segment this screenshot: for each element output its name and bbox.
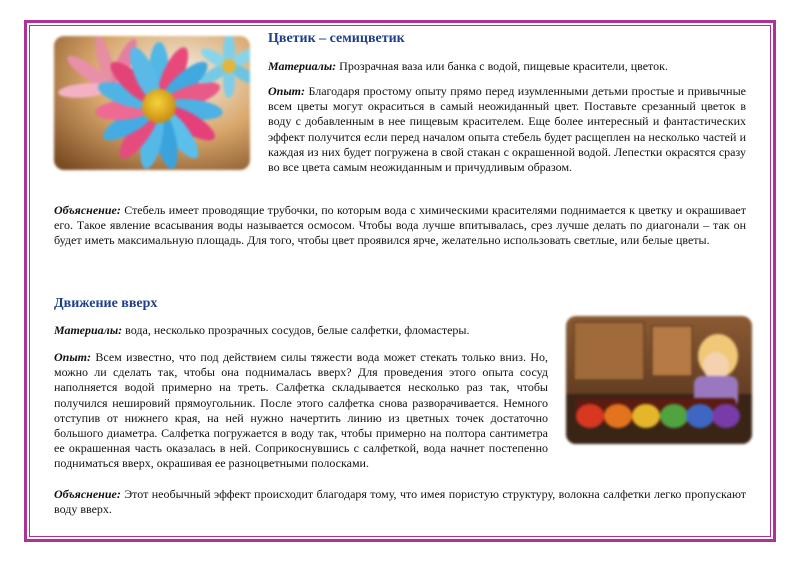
flower-photo xyxy=(54,36,250,170)
experiment-label: Опыт: xyxy=(268,84,305,98)
materials-text: Прозрачная ваза или банка с водой, пищевые красители, цветок. xyxy=(339,59,668,73)
section2-explanation xyxy=(54,487,746,517)
section1-title: Цветик – семицветик xyxy=(268,31,405,46)
section2-experiment xyxy=(54,350,746,472)
explanation-label: Объяснение: xyxy=(54,203,121,217)
explanation-text: Этот необычный эффект происходит благодаря тому, что имея пористую структуру, волокна салфетки легко пропускают воду вверх. xyxy=(54,487,747,517)
section1-experiment xyxy=(268,84,746,175)
experiment-text: Благодаря простому опыту прямо перед изумленными детьми простые и привычные всем цветы могут окраситься в самый неожиданный цвет. Поставьте срезанный цветок в воду с добавленным в нее пищевым красителем. Еще более интересный и фантастических эффект получится если перед началом опыта стебель будет расщеплен на несколько частей и каждая из них будет погружена в свой стакан с окрашенной водой. Лепестки окрасятся сразу во все цвета самым неожиданным и причудливым образом. xyxy=(268,84,746,175)
explanation-label: Объяснение: xyxy=(54,487,121,501)
section1-materials xyxy=(268,59,746,74)
section1-explanation xyxy=(54,203,746,249)
explanation-text: Стебель имеет проводящие трубочки, по которым вода с химическими красителями поднимается к цветку и окрашивает его. Такое явление всасывания воды называется осмосом. Чтобы вода лучше впитывалась, срез лучше делать по диагонали – так он будет иметь максимальную площадь. Для того, чтобы цвет проявился ярче, желательно использовать светлые, или белые цветы. xyxy=(54,203,746,248)
section2-title: Движение вверх xyxy=(54,296,158,311)
section2-materials xyxy=(54,323,554,338)
materials-text: вода, несколько прозрачных сосудов, белые салфетки, фломастеры. xyxy=(125,323,470,337)
experiment-label: Опыт: xyxy=(54,350,91,364)
materials-label: Материалы: xyxy=(268,59,337,73)
materials-label: Материалы: xyxy=(54,323,123,337)
experiment-text: Всем известно, что под действием силы тяжести вода может стекать только вниз. Но, можно ли сделать так, чтобы она поднималась вверх? Для проведения этого опыта сосуд наполняется водой примерно на треть. Салфетка складывается несколько раз так, чтобы получился нешировий прямоугольник. После этого салфетка снова разворачивается. Немного отступив от нижнего края, на ней нужно начертить линию из цветных точек достаточно большого диаметра. Салфетка погружается в воду так, чтобы примерно на полтора сантиметра ее окрашенная часть оказалась в ней. Соприкоснувшись с салфеткой, вода начнет постепенно подниматься вверх, окрашивая ее разноцветными полосками. xyxy=(54,350,548,471)
